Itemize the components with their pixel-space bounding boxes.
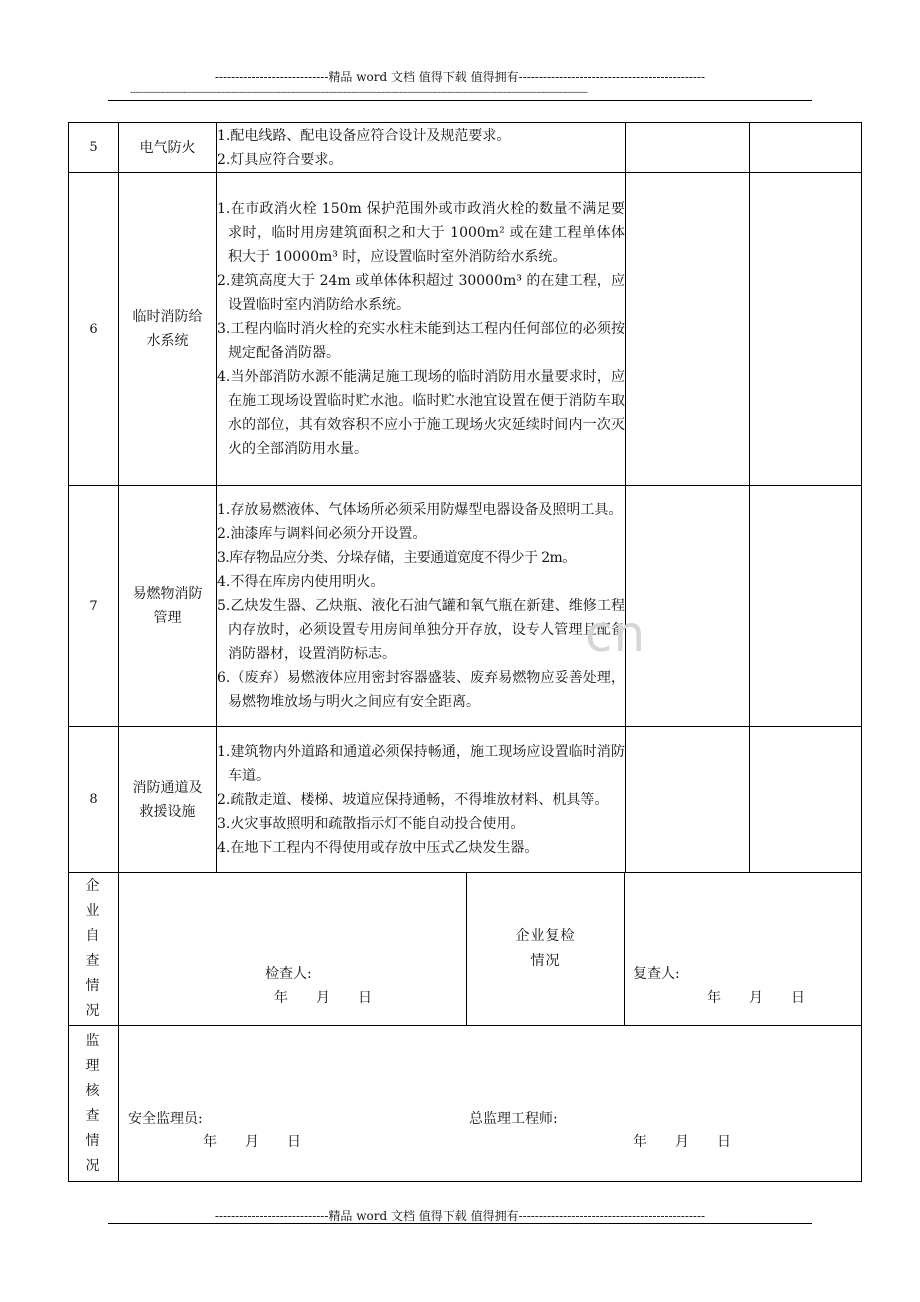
table-row bbox=[69, 727, 862, 873]
check-date: 年 月 日 bbox=[274, 990, 372, 1006]
watermark: cn bbox=[585, 605, 647, 663]
row-category: 临时消防给水系统 bbox=[119, 173, 217, 486]
self-check-row bbox=[69, 873, 862, 1026]
row-items bbox=[217, 123, 626, 173]
safety-officer-label: 安全监理员: bbox=[128, 1111, 203, 1127]
header-dash-line: ------------------------------------------------------------------------------------------------------------------------------------------------------------------------------------ bbox=[130, 88, 588, 98]
list-item: 6.（废弃）易燃液体应用密封容器盛装、废弃易燃物应妥善处理，易燃物堆放场与明火之间应有安全距离。 bbox=[217, 670, 625, 710]
list-item: 2.油漆库与调料间必须分开设置。 bbox=[217, 526, 427, 542]
supervision-row bbox=[69, 1026, 862, 1182]
recheck-label: 企业复检情况 bbox=[467, 873, 625, 1026]
chief-engineer-label: 总监理工程师: bbox=[469, 1111, 558, 1127]
list-item: 1.在市政消火栓 150m 保护范围外或市政消火栓的数量不满足要求时，临时用房建筑面积之和大于 1000m² 或在建工程单体体积大于 10000m³ 时，应设置临时室外消防给水系统。 bbox=[217, 201, 625, 265]
list-item: 2.建筑高度大于 24m 或单体体积超过 30000m³ 的在建工程，应设置临时室内消防给水系统。 bbox=[217, 273, 625, 313]
self-check-cell[interactable] bbox=[119, 873, 467, 1026]
list-item: 3.火灾事故照明和疏散指示灯不能自动投合使用。 bbox=[217, 815, 525, 832]
recheck-cell[interactable] bbox=[625, 873, 862, 1026]
list-item: 4.当外部消防水源不能满足施工现场的临时消防用水量要求时，应在施工现场设置临时贮水池。临时贮水池宜设置在便于消防车取水的部位，其有效容积不应小于施工现场火灾延续时间内一次灭火的全部消防用水量。 bbox=[217, 369, 625, 457]
list-item: 3.工程内临时消火栓的充实水柱未能到达工程内任何部位的必须按规定配备消防器。 bbox=[217, 321, 625, 361]
remark-cell[interactable] bbox=[750, 173, 862, 486]
remark-cell[interactable] bbox=[750, 727, 862, 873]
row-items bbox=[217, 173, 626, 486]
row-number: 8 bbox=[69, 727, 119, 873]
self-check-label: 企业自查情况 bbox=[69, 873, 119, 1026]
chief-engineer-date: 年 月 日 bbox=[633, 1134, 731, 1150]
header-banner: ----------------------------精品 word 文档 值得下载 值得拥有---------------------------------------------- bbox=[214, 70, 706, 84]
checker-label: 检查人: bbox=[265, 966, 312, 982]
footer-rule bbox=[108, 1223, 812, 1224]
row-items bbox=[217, 727, 626, 873]
signoff-table bbox=[68, 872, 862, 1182]
list-item: 2.疏散走道、楼梯、坡道应保持通畅，不得堆放材料、机具等。 bbox=[217, 791, 609, 808]
rechecker-label: 复查人: bbox=[633, 966, 680, 982]
table-row bbox=[69, 486, 862, 727]
supervision-cell[interactable] bbox=[119, 1026, 862, 1182]
table-row bbox=[69, 173, 862, 486]
row-category: 电气防火 bbox=[119, 123, 217, 173]
remark-cell[interactable] bbox=[750, 486, 862, 727]
row-number: 5 bbox=[69, 123, 119, 173]
list-item: 1.存放易燃液体、气体场所必须采用防爆型电器设备及照明工具。 bbox=[217, 502, 623, 518]
recheck-date: 年 月 日 bbox=[707, 990, 805, 1006]
check-result-cell[interactable] bbox=[626, 727, 750, 873]
list-item: 2.灯具应符合要求。 bbox=[217, 151, 343, 168]
table-row bbox=[69, 123, 862, 173]
list-item: 3.库存物品应分类、分垛存储，主要通道宽度不得少于 2m。 bbox=[217, 550, 576, 566]
row-number: 7 bbox=[69, 486, 119, 727]
row-category: 易燃物消防管理 bbox=[119, 486, 217, 727]
row-category: 消防通道及救援设施 bbox=[119, 727, 217, 873]
safety-officer-date: 年 月 日 bbox=[203, 1134, 301, 1150]
supervision-label: 监理核查情况 bbox=[69, 1026, 119, 1182]
footer-banner: ----------------------------精品 word 文档 值得下载 值得拥有---------------------------------------------- bbox=[214, 1209, 706, 1223]
list-item: 1.配电线路、配电设备应符合设计及规范要求。 bbox=[217, 127, 511, 144]
check-result-cell[interactable] bbox=[626, 173, 750, 486]
list-item: 1.建筑物内外道路和通道必须保持畅通，施工现场应设置临时消防车道。 bbox=[217, 743, 625, 784]
remark-cell[interactable] bbox=[750, 123, 862, 173]
list-item: 4.不得在库房内使用明火。 bbox=[217, 574, 385, 590]
header-rule bbox=[108, 100, 812, 101]
list-item: 4.在地下工程内不得使用或存放中压式乙炔发生器。 bbox=[217, 839, 539, 856]
row-number: 6 bbox=[69, 173, 119, 486]
list-item: 5.乙炔发生器、乙炔瓶、液化石油气罐和氧气瓶在新建、维修工程内存放时，必须设置专用房间单独分开存放，设专人管理且配备消防器材，设置消防标志。 bbox=[217, 598, 625, 662]
row-items bbox=[217, 486, 626, 727]
check-result-cell[interactable] bbox=[626, 123, 750, 173]
inspection-table bbox=[68, 122, 862, 873]
